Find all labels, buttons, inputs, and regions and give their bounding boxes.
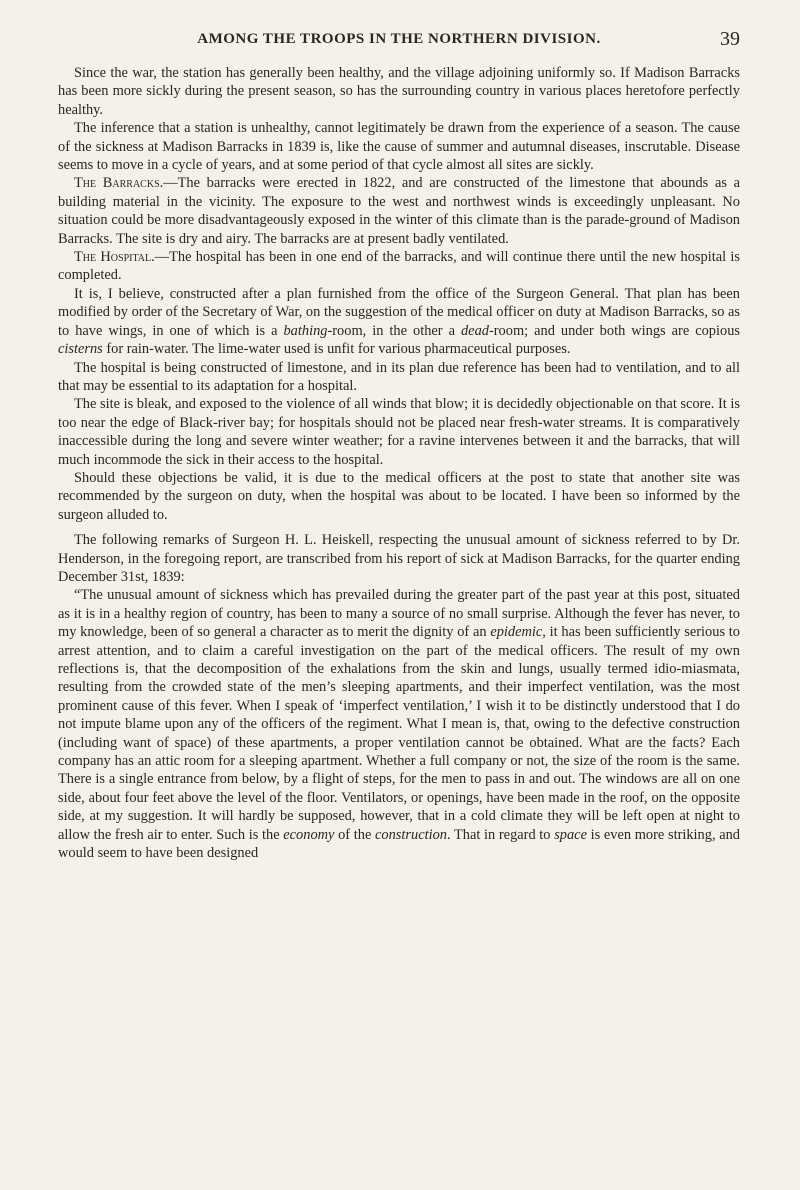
paragraph-text: dead bbox=[460, 322, 489, 339]
paragraph-text: . That in regard to bbox=[446, 826, 555, 843]
paragraph-text: The following remarks of Surgeon H. L. Heiskell, respecting the unusual amount of sickness referred to by Dr. Henderson, in the foregoing report, are transcribed from his report of sick at Madison Barracks, for the quarter ending December 31st, 1839: bbox=[58, 532, 740, 585]
running-head-title: AMONG THE TROOPS IN THE NORTHERN DIVISION. bbox=[197, 31, 601, 47]
paragraph bbox=[58, 64, 740, 119]
paragraph-text: The Barracks. bbox=[74, 175, 164, 192]
paragraph-text: -room, in the other a bbox=[327, 322, 461, 339]
paragraph-text: Since the war, the station has generally been healthy, and the village adjoining uniformly so. If Madison Barracks has been more sickly during the present season, so has the surrounding country in various places heretofore perfectly healthy. bbox=[58, 65, 740, 118]
page-number: 39 bbox=[720, 28, 740, 50]
paragraph-text: space bbox=[554, 826, 587, 843]
paragraph-text: The Hospital. bbox=[74, 249, 155, 266]
paragraph bbox=[58, 359, 740, 396]
paragraph-text: “The unusual amount of sickness which has prevailed during the greater part of the past year at this post, situated as it is in a healthy region of country, has been to many a source of no small surprise. Although the fever has never, to my knowledge, been of so general a character as to merit the dignity of an bbox=[58, 587, 740, 641]
paragraph-text: —The barracks were erected in 1822, and are constructed of the limestone that abounds as a building material in the vicinity. The exposure to the west and northwest winds is exceedingly unpleasant. No situation could be more disadvantageously exposed in the winter of this climate than is the parade-ground of Madison Barracks. The site is dry and airy. The barracks are at present badly ventilated. bbox=[58, 175, 740, 247]
paragraph bbox=[58, 174, 740, 248]
paragraph-text: economy bbox=[283, 826, 335, 843]
paragraph-text: Should these objections be valid, it is due to the medical officers at the post to state that another site was recommended by the surgeon on duty, when the hospital was about to be located. I have been so informed by the surgeon alluded to. bbox=[58, 469, 740, 523]
paragraph-text: construction bbox=[375, 826, 447, 843]
paragraph-text: cisterns bbox=[58, 341, 103, 358]
paragraph-text: -room; and under both wings are copious bbox=[488, 322, 740, 339]
paragraph bbox=[58, 285, 740, 359]
paragraph-text: is even more striking, and would seem to have been designed bbox=[58, 826, 740, 862]
paragraph bbox=[58, 531, 740, 586]
paragraph-text: of the bbox=[334, 826, 376, 843]
body-text bbox=[58, 64, 740, 862]
paragraph-text: bathing bbox=[283, 322, 328, 339]
paragraph-text: , it has been sufficiently serious to arrest attention, and to claim a careful investigation on the part of the medical officers. The result of my own reflections is, that the decomposition of the exhalations from the skin and lungs, usually termed idio-miasmata, resulting from the crowded state of the men’s sleeping apartments, and their imperfect ventilation, was the most prominent cause of this fever. When I speak of ‘imperfect ventilation,’ I wish it to be distinctly understood that I do not impute blame upon any of the officers of the regiment. What I mean is, that, owing to the defective construction (including want of space) of these apartments, a proper ventilation cannot be obtained. What are the facts? Each company has an attic room for a sleeping apartment. Whether a full company or not, the size of the room is the same. There is a single entrance from below, by a flight of steps, for the men to pass in and out. The windows are all on one side, about four feet above the level of the floor. Ventilators, or openings, have been made in the roof, on the opposite side, at my suggestion. It will hardly be supposed, however, that in a cold climate they will be left open at night to allow the fresh air to enter. Such is the bbox=[58, 624, 740, 843]
paragraph bbox=[58, 119, 740, 174]
paragraph bbox=[58, 586, 740, 862]
paragraph-text: It is, I believe, constructed after a plan furnished from the office of the Surgeon General. That plan has been modified by order of the Secretary of War, on the suggestion of the medical officer on duty at Madison Barracks, so as to have wings, in one of which is a bbox=[58, 285, 740, 339]
paragraph bbox=[58, 469, 740, 524]
paragraph-text: The site is bleak, and exposed to the violence of all winds that blow; it is decidedly objectionable on that score. It is too near the edge of Black-river bay; for hospitals should not be placed near fresh-water streams. It is comparatively inaccessible during the long and severe winter weather; for a ravine intervenes between it and the barracks, that will much incommode the sick in their access to the hospital. bbox=[58, 396, 740, 468]
paragraph bbox=[58, 395, 740, 469]
paragraph-text: for rain-water. The lime-water used is unfit for various pharmaceutical purposes. bbox=[102, 341, 571, 358]
paragraph-text: epidemic bbox=[490, 624, 543, 641]
paragraph-text: —The hospital has been in one end of the barracks, and will continue there until the new hospital is completed. bbox=[58, 249, 740, 284]
paragraph bbox=[58, 248, 740, 285]
paragraph-text: The inference that a station is unhealthy, cannot legitimately be drawn from the experience of a season. The cause of the sickness at Madison Barracks in 1839 is, like the cause of summer and autumnal diseases, inscrutable. Disease seems to move in a cycle of years, and at some period of that cycle almost all sites are sickly. bbox=[58, 120, 740, 174]
running-head bbox=[58, 24, 740, 54]
paragraph-text: The hospital is being constructed of limestone, and in its plan due reference has been had to ventilation, and to all that may be essential to its adaptation for a hospital. bbox=[58, 359, 740, 394]
